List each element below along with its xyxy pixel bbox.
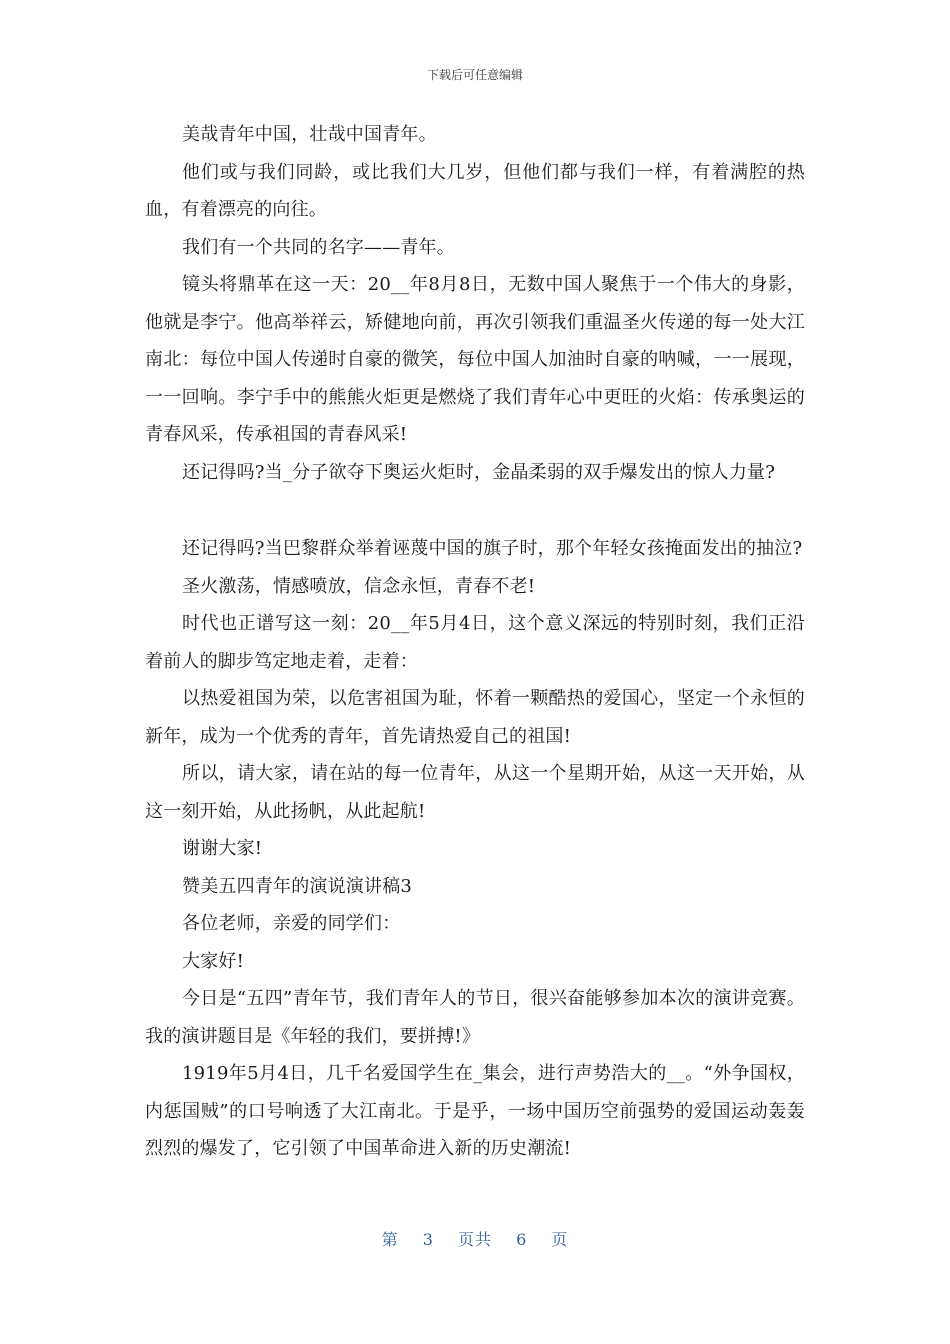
page-header: 下载后可任意编辑 <box>426 68 523 82</box>
paragraph: 时代也正谱写这一刻：20__年5月4日，这个意义深远的特别时刻，我们正沿着前人的脚步笃定地走着，走着： <box>145 613 805 672</box>
paragraph: 他们或与我们同龄，或比我们大几岁，但他们都与我们一样，有着满腔的热血，有着漂亮的向往。 <box>145 161 805 220</box>
page-number: 第 3 页共 6 页 <box>381 1230 569 1249</box>
paragraph: 各位老师，亲爱的同学们： <box>182 913 401 934</box>
paragraph: 所以，请大家，请在站的每一位青年，从这一个星期开始，从这一天开始，从这一刻开始，从此扬帆，从此起航! <box>145 763 805 822</box>
document-body <box>145 116 805 1168</box>
paragraph: 还记得吗?当巴黎群众举着诬蔑中国的旗子时，那个年轻女孩掩面发出的抽泣? <box>182 538 803 559</box>
paragraph: 镜头将鼎革在这一天：20__年8月8日，无数中国人聚焦于一个伟大的身影，他就是李宁。他高举祥云，矫健地向前，再次引领我们重温圣火传递的每一处大江南北：每位中国人传递时自豪的微笑，每位中国人加油时自豪的呐喊，一一展现，一一回响。李宁手中的熊熊火炬更是燃烧了我们青年心中更旺的火焰：传承奥运的青春风采，传承祖国的青春风采! <box>145 274 805 445</box>
paragraph: 1919年5月4日，几千名爱国学生在_集会，进行声势浩大的__。“外争国权，内惩国贼”的口号响透了大江南北。于是乎，一场中国历空前强势的爱国运动轰轰烈烈的爆发了，它引领了中国革命进入新的历史潮流! <box>145 1063 805 1159</box>
paragraph: 我们有一个共同的名字——青年。 <box>182 236 455 258</box>
paragraph: 美哉青年中国，壮哉中国青年。 <box>182 124 437 145</box>
paragraph: 今日是“五四”青年节，我们青年人的节日，很兴奋能够参加本次的演讲竞赛。我的演讲题目是《年轻的我们，要拼搏!》 <box>145 988 805 1047</box>
paragraph: 谢谢大家! <box>182 838 263 859</box>
paragraph: 以热爱祖国为荣，以危害祖国为耻，怀着一颗酷热的爱国心，坚定一个永恒的新年，成为一个优秀的青年，首先请热爱自己的祖国! <box>145 688 805 747</box>
section-title: 赞美五四青年的演说演讲稿3 <box>182 875 413 897</box>
paragraph: 大家好! <box>182 950 245 972</box>
paragraph: 还记得吗?当_分子欲夺下奥运火炬时，金晶柔弱的双手爆发出的惊人力量? <box>182 461 776 483</box>
paragraph: 圣火激荡，情感喷放，信念永恒，青春不老! <box>182 575 536 597</box>
